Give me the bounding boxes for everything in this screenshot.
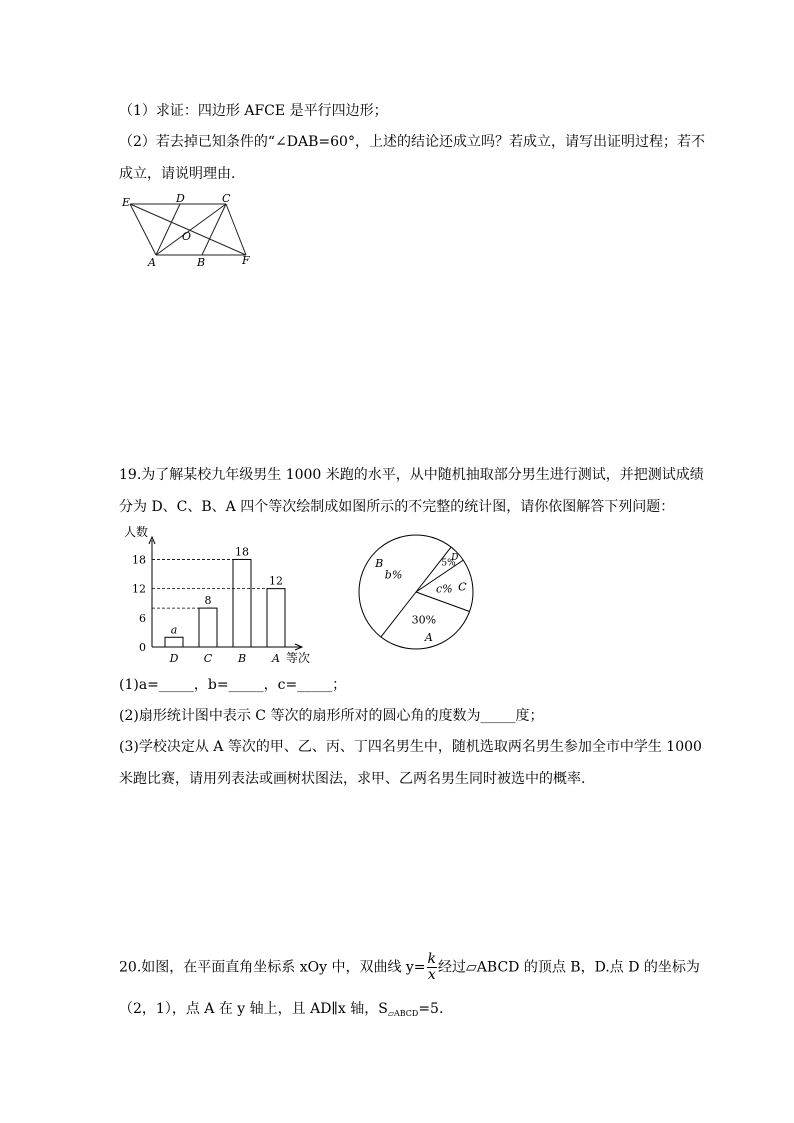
fraction-numerator: k bbox=[427, 951, 437, 967]
parallelogram-figure bbox=[118, 192, 258, 268]
label-c: C bbox=[222, 192, 231, 205]
pie-chart bbox=[350, 522, 490, 662]
bar-value-label: a bbox=[170, 623, 178, 637]
q20-line2 bbox=[119, 1000, 443, 1023]
x-tick-label: A bbox=[272, 652, 280, 665]
q19-sub2: (2)扇形统计图中表示 C 等次的扇形所对的圆心角的度数为_____度； bbox=[119, 708, 544, 724]
segment-da bbox=[156, 204, 180, 255]
q19-line2: 分为 D、C、B、A 四个等次绘制成如图所示的不完整的统计图，请你依图解答下列问题： bbox=[119, 499, 675, 515]
y-tick-label: 6 bbox=[139, 611, 146, 625]
pie-value-label: b% bbox=[384, 568, 403, 582]
bar-chart bbox=[118, 522, 328, 667]
segment-cb bbox=[202, 204, 226, 255]
bar-value-label: 18 bbox=[235, 545, 249, 559]
q18-part2-line2: 成立，请说明理由. bbox=[119, 166, 236, 182]
y-tick-label: 18 bbox=[132, 553, 146, 567]
y-tick-label: 12 bbox=[132, 582, 146, 596]
q19-sub3-line1: (3)学校决定从 A 等次的甲、乙、丙、丁四名男生中，随机选取两名男生参加全市中学生 1000 bbox=[119, 739, 702, 755]
y-tick-label: 0 bbox=[139, 641, 146, 654]
label-o: O bbox=[182, 230, 192, 243]
bar-A bbox=[267, 589, 285, 647]
q19-sub1: (1)a=_____，b=_____，c=_____； bbox=[119, 677, 347, 693]
pie-category-label: A bbox=[424, 630, 433, 644]
q18-part1: （1）求证：四边形 AFCE 是平行四边形； bbox=[119, 103, 388, 119]
bar-value-label: 12 bbox=[269, 574, 283, 588]
fraction-k-over-x bbox=[427, 952, 437, 983]
x-axis-label: 等次 bbox=[286, 651, 311, 665]
bar-value-label: 8 bbox=[204, 594, 212, 608]
q20-line1-start: 20.如图，在平面直角坐标系 xOy 中，双曲线 y= bbox=[119, 959, 426, 976]
q18-part2-line1: （2）若去掉已知条件的“∠DAB=60°，上述的结论还成立吗？若成立，请写出证明过程；若不 bbox=[119, 134, 705, 150]
bar-C bbox=[199, 608, 217, 647]
bar-D bbox=[165, 637, 183, 647]
q19-line1: 19.为了解某校九年级男生 1000 米跑的水平，从中随机抽取部分男生进行测试，并把测试成绩 bbox=[119, 467, 704, 483]
q19-sub3-line2: 米跑比赛，请用列表法或画树状图法，求甲、乙两名男生同时被选中的概率. bbox=[119, 771, 586, 787]
bar-B bbox=[233, 559, 251, 647]
pie-category-label: B bbox=[375, 557, 384, 571]
q20-line1 bbox=[119, 952, 700, 983]
pie-value-label: 5% bbox=[441, 558, 456, 569]
y-axis-label: 人数 bbox=[124, 525, 149, 539]
q20-line2-start: （2，1），点 A 在 y 轴上，且 AD∥x 轴，S bbox=[119, 1001, 388, 1017]
pie-value-label: c% bbox=[435, 582, 453, 596]
q20-line1-end: 经过▱ABCD 的顶点 B，D.点 D 的坐标为 bbox=[438, 959, 700, 976]
segment-ea bbox=[130, 204, 156, 255]
label-b: B bbox=[197, 256, 206, 268]
x-tick-label: C bbox=[203, 652, 213, 665]
label-a: A bbox=[148, 256, 156, 268]
label-f: F bbox=[242, 254, 250, 267]
q20-line2-end: =5. bbox=[418, 1001, 444, 1017]
fraction-denominator: x bbox=[427, 967, 436, 983]
label-d: D bbox=[176, 192, 185, 205]
pie-value-label: 30% bbox=[411, 613, 437, 627]
pie-category-label: C bbox=[458, 580, 467, 594]
x-tick-label: B bbox=[237, 652, 247, 665]
x-tick-label: D bbox=[169, 652, 179, 665]
pie-category-label: D bbox=[451, 552, 459, 563]
label-e: E bbox=[122, 196, 131, 209]
area-subscript: ▱ABCD bbox=[387, 1009, 419, 1018]
